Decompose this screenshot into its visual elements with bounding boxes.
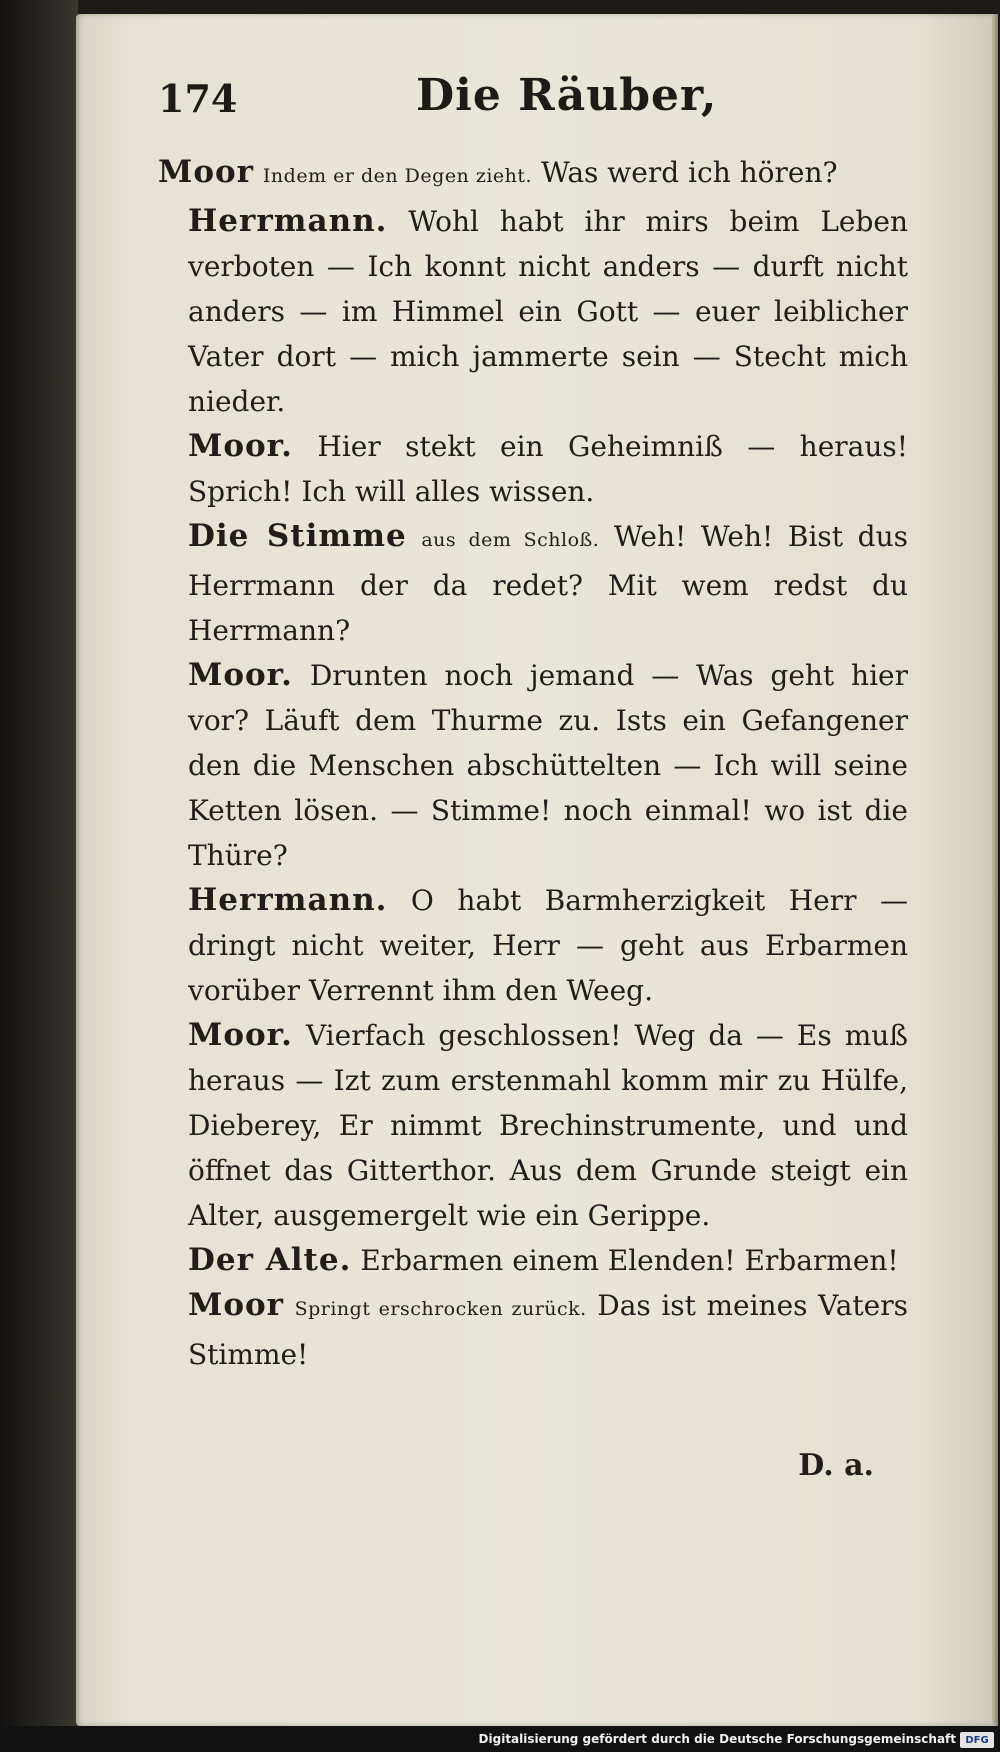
speaker-name: Die Stimme (188, 518, 407, 554)
speech-text: Drunten noch jemand — Was geht hier vor? Läuft dem Thurme zu. Ists ein Gefangener den die Menschen abschüttelten — Ich will seine Ketten lösen. — Stimme! noch einmal! wo ist die Thüre? (188, 659, 908, 872)
speech-text: Wohl habt ihr mirs beim Leben verboten — Ich konnt nicht anders — durft nicht anders — im Himmel ein Gott — euer leiblicher Vater dort — mich jammerte sein — Stecht mich nieder. (188, 205, 909, 418)
speaker-name: Herrmann. (188, 882, 388, 918)
speech-4 (158, 514, 908, 653)
speaker-name: Moor. (188, 1017, 293, 1053)
page-header (158, 70, 918, 130)
speech-text: Weh! Weh! Bist dus Herrmann der da redet? Mit wem redst du Herrmann? (188, 520, 908, 647)
speaker-name: Moor (158, 154, 255, 190)
speech-9 (158, 1283, 908, 1377)
speaker-name: Moor. (188, 657, 293, 693)
stage-direction: Indem er den Degen zieht. (262, 165, 533, 187)
speaker-name: Moor. (188, 428, 293, 464)
speech-1 (158, 150, 908, 199)
speech-text: Was werd ich hören? (541, 156, 838, 189)
speech-8 (158, 1238, 908, 1283)
stage-direction: Springt erschrocken zurück. (294, 1298, 587, 1320)
speech-6 (158, 878, 908, 1013)
speech-5 (158, 653, 908, 878)
dialogue-text (158, 150, 908, 1377)
speech-7 (158, 1013, 908, 1238)
speech-text: Vierfach geschlossen! Weg da — Es muß heraus — Izt zum erstenmahl komm mir zu Hülfe, Dieberey, Er nimmt Brechinstrumente, und und öffnet das Gitterthor. Aus dem Grunde steigt ein Alter, ausgemergelt wie ein Gerippe. (188, 1019, 909, 1232)
stage-direction: aus dem Schloß. (421, 529, 600, 551)
digitization-credit: Digitalisierung gefördert durch die Deutsche Forschungsgemeinschaft (478, 1732, 956, 1746)
speech-text: Das ist meines Vaters Stimme! (188, 1289, 909, 1371)
speech-2 (158, 199, 908, 424)
speech-text: O habt Barmherzigkeit Herr — dringt nicht weiter, Herr — geht aus Erbarmen vorüber Verrennt ihm den Weeg. (188, 884, 908, 1007)
speaker-name: Der Alte. (188, 1242, 352, 1278)
speaker-name: Herrmann. (188, 203, 388, 239)
page-edge (992, 14, 998, 1726)
speech-text: Hier stekt ein Geheimniß — heraus! Sprich! Ich will alles wissen. (188, 430, 909, 508)
dfg-logo-icon: DFG (960, 1732, 994, 1748)
running-title: Die Räuber, (416, 70, 718, 121)
book-binding (0, 0, 78, 1752)
speaker-name: Moor (188, 1287, 285, 1323)
page-number: 174 (158, 76, 238, 121)
speech-text: Erbarmen einem Elenden! Erbarmen! (360, 1244, 899, 1277)
speech-3 (158, 424, 908, 514)
catchword: D. a. (798, 1448, 874, 1483)
